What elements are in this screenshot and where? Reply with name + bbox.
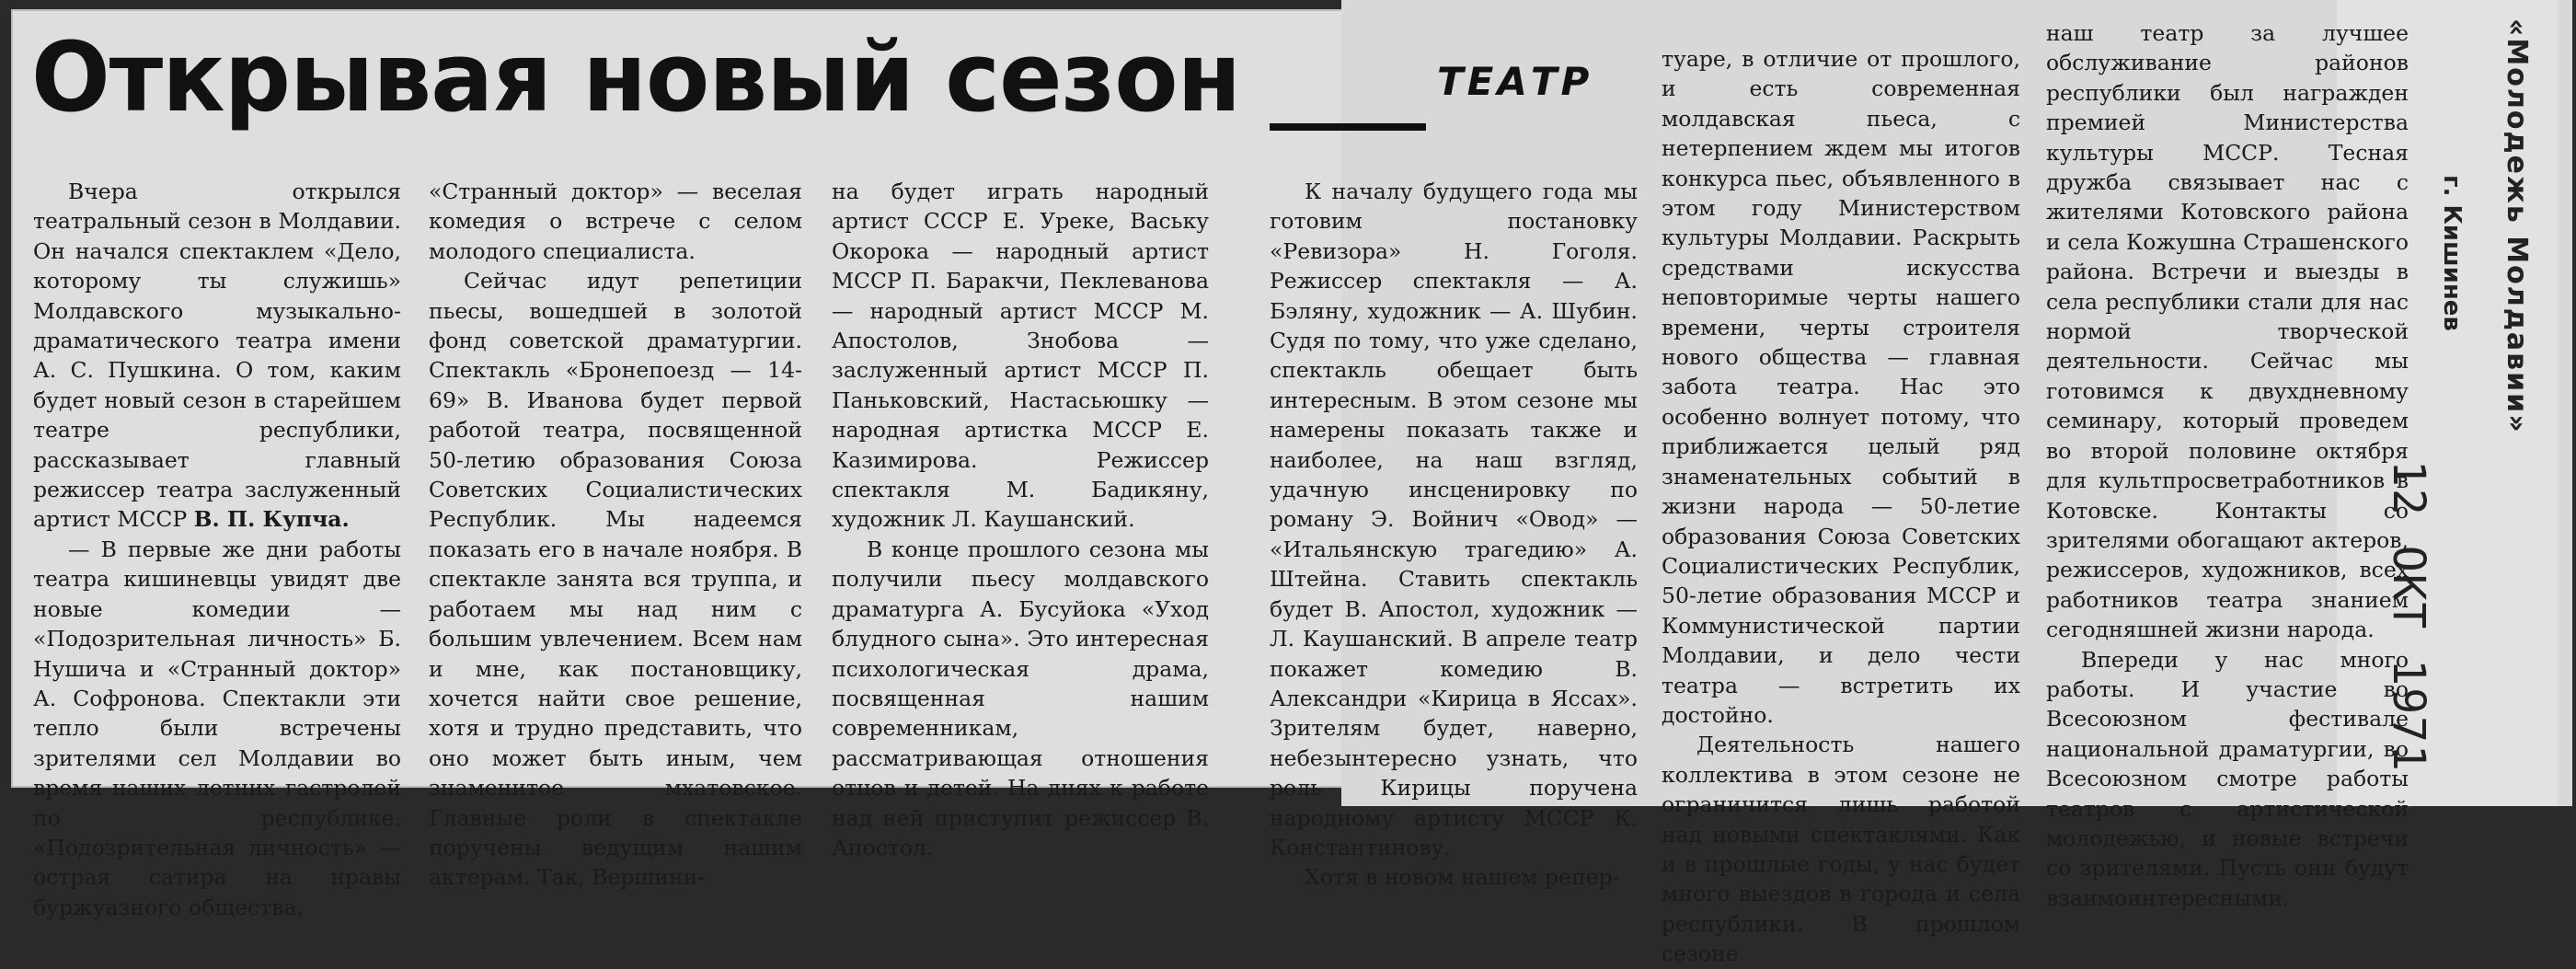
paragraph: Вчера открылся театральный сезон в Молдавии. Он начался спектаклем «Дело, которому ты служишь» Молдавского музыкально-драматического театра имени А. С. Пушкина. О том, каким будет новый сезон в старейшем театре республики, рассказывает главный режиссер театра заслуженный артист МССР В. П. Купча. [33,179,401,533]
paragraph: Деятельность нашего коллектива в этом сезоне не ограничится лишь работой над новыми спектаклями. Как и в прошлые годы, у нас будет много выездов в города и села республики. В прошлом сезоне [1662,732,2020,967]
date-stamp: 12 ОКТ 1971 [2383,460,2434,773]
paragraph: Сейчас идут репетиции пьесы, вошедшей в золотой фонд советской драматургии. Спектакль «Бронепоезд — 14-69» В. Иванова будет первой работой театра, посвященной 50-летию образования Союза Советских Социалистических Республик. Мы надеемся показать его в начале ноября. В спектакле занята вся труппа, и работаем мы над ним с большим увлечением. Всем нам и мне, как постановщику, хочется найти свое решение, хотя и трудно представить, что оно может быть иным, чем знаменитое мхатовское. Главные роли в спектакле поручены ведущим нашим актерам. Так, Вершини- [429,268,802,891]
article-column-3 [832,177,1209,862]
article-column-5 [1662,44,2020,969]
paragraph: «Странный доктор» — веселая комедия о встрече с селом молодого специалиста. [429,179,802,264]
newspaper-city: г. Кишинев [2438,175,2466,331]
headline: Открывая новый сезон [31,21,1241,133]
paragraph: Впереди у нас много работы. И участие во Всесоюзном фестивале национальной драматургии, во Всесоюзном смотре работы театров с артистической молодежью, и новые встречи со зрителями. Пусть они будут взаимоинтересными. [2046,646,2409,911]
article-column-6 [2046,18,2409,913]
paragraph: туаре, в отличие от прошлого, и есть современная молдавская пьеса, с нетерпением ждем мы итогов конкурса пьес, объявленного в этом году Министерством культуры Молдавии. Раскрыть средствами искусства неповторимые черты нашего времени, черты строителя нового общества — главная забота театра. Нас это особенно волнует потому, что приближается целый ряд знаменательных событий в жизни народа — 50-летие образования Союза Советских Социалистических Республик, 50-летие образования МССР и Коммунистической партии Молдавии, и дело чести театра — встретить их достойно. [1662,46,2020,728]
rubric-label: ТЕАТР [1437,59,1593,104]
rubric-rule [1270,123,1426,131]
paragraph: наш театр за лучшее обслуживание районов республики был награжден премией Министерства культуры МССР. Тесная дружба связывает нас с жителями Котовского района и села Кожушна Страшенского района. Встречи и выезды в села республики стали для нас нормой творческой деятельности. Сейчас мы готовимся к двухдневному семинару, который проведем во второй половине октября для культпросветработников в Котовске. Контакты со зрителями обогащают актеров, режиссеров, художников, всех работников театра знанием сегодняшней жизни народа. [2046,20,2409,643]
paragraph: В конце прошлого сезона мы получили пьесу молдавского драматурга А. Бусуйока «Уход блудного сына». Это интересная психологическая драма, посвященная нашим современникам, рассматривающая отношения отцов и детей. На днях к работе над ней приступит режиссер В. Апостол. [832,536,1209,860]
paragraph: Хотя в новом нашем репер- [1305,864,1620,891]
paragraph: К началу будущего года мы готовим постановку «Ревизора» Н. Гоголя. Режиссер спектакля — А. Бэляну, художник — А. Шубин. Судя по тому, что уже сделано, спектакль обещает быть интересным. В этом сезоне мы намерены показать также и наиболее, на наш взгляд, удачную инсценировку по роману Э. Войнич «Овод» — «Итальянскую трагедию» А. Штейна. Ставить спектакль будет В. Апостол, художник — Л. Каушанский. В апреле театр покажет комедию В. Александри «Кирица в Яссах». Зрителям будет, наверно, небезынтересно узнать, что роль Кирицы поручена народному артисту МССР К. Константинову. [1270,179,1638,860]
newspaper-masthead: «Молодежь Молдавии» [2501,18,2533,434]
paragraph: — В первые же дни работы театра кишиневцы увидят две новые комедии — «Подозрительная личность» Б. Нушича и «Странный доктор» А. Софронова. Спектакли эти тепло были встречены зрителями сел Молдавии во время наших летних гастролей по республике. «Подозрительная личность» — острая сатира на нравы буржуазного общества, [33,536,401,920]
paragraph: на будет играть народный артист СССР Е. Уреке, Ваську Окорока — народный артист МССР П. Баракчи, Пеклеванова — народный артист МССР М. Апостолов, Знобова — заслуженный артист МССР П. Паньковский, Настасьюшку — народная артистка МССР Е. Казимирова. Режиссер спектакля М. Бадикяну, художник Л. Каушанский. [832,179,1209,533]
article-column-4 [1270,177,1638,893]
article-column-2 [429,177,802,893]
author-name: В. П. Купча. [193,506,350,533]
article-column-1 [33,177,401,922]
